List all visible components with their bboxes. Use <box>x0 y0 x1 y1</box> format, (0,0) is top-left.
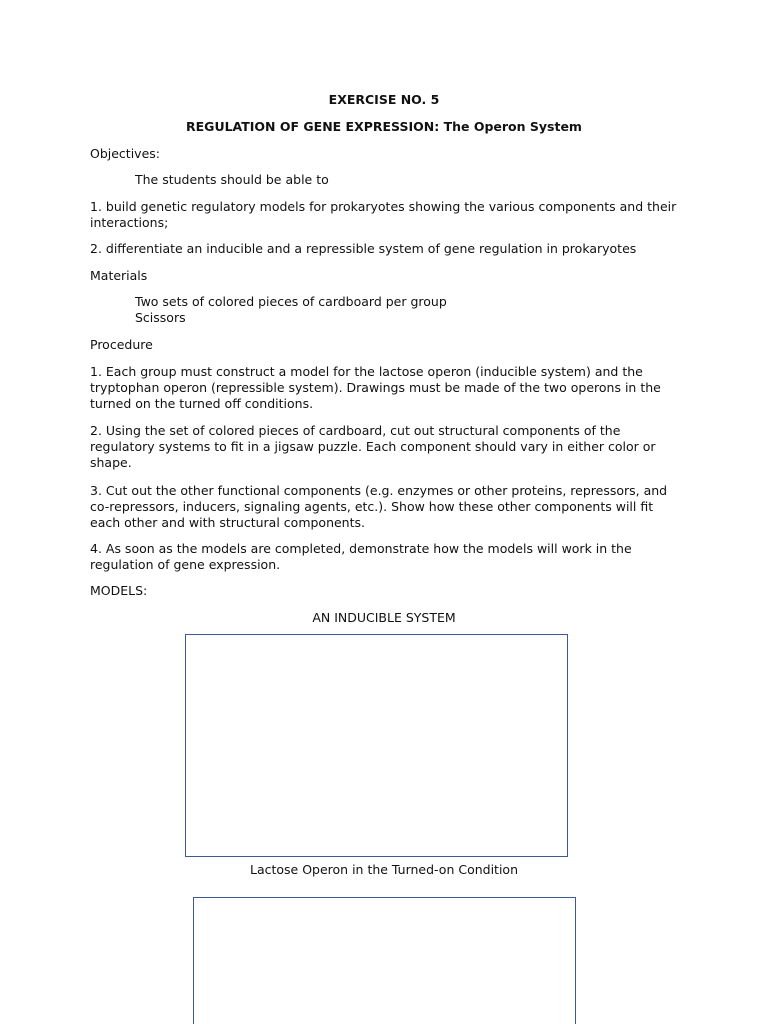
materials-item-1: Two sets of colored pieces of cardboard per group <box>135 294 447 309</box>
exercise-number: EXERCISE NO. 5 <box>328 92 440 107</box>
procedure-step-1: 1. Each group must construct a model for the lactose operon (inducible system) and the tryptophan operon (repressible system). Drawings must be made of the two operons in the turned on the turned off conditions. <box>90 364 661 411</box>
model-drawing-box-2 <box>193 897 576 1024</box>
model-drawing-box-1 <box>185 634 568 857</box>
procedure-step-3: 3. Cut out the other functional components (e.g. enzymes or other proteins, repressors, and co-repressors, inducers, signaling agents, etc.). Show how these other components will fit each other and with structural components. <box>90 483 668 530</box>
objectives-intro: The students should be able to <box>135 172 329 187</box>
materials-item-2: Scissors <box>135 310 186 325</box>
procedure-step-2: 2. Using the set of colored pieces of cardboard, cut out structural components of the regulatory systems to fit in a jigsaw puzzle. Each component should vary in either color or shape. <box>90 423 656 470</box>
materials-heading: Materials <box>90 268 148 283</box>
procedure-step-4: 4. As soon as the models are completed, demonstrate how the models will work in the regulation of gene expression. <box>90 541 632 572</box>
inducible-system-title: AN INDUCIBLE SYSTEM <box>312 610 456 625</box>
procedure-heading: Procedure <box>90 337 153 352</box>
box1-caption: Lactose Operon in the Turned-on Condition <box>249 861 518 877</box>
objectives-heading: Objectives: <box>90 146 160 161</box>
objective-item-1: 1. build genetic regulatory models for prokaryotes showing the various components and their interactions; <box>90 199 677 230</box>
models-heading: MODELS: <box>90 583 148 598</box>
objective-item-2: 2. differentiate an inducible and a repressible system of gene regulation in prokaryotes <box>90 241 637 256</box>
exercise-title: REGULATION OF GENE EXPRESSION: The Operon System <box>186 119 582 134</box>
